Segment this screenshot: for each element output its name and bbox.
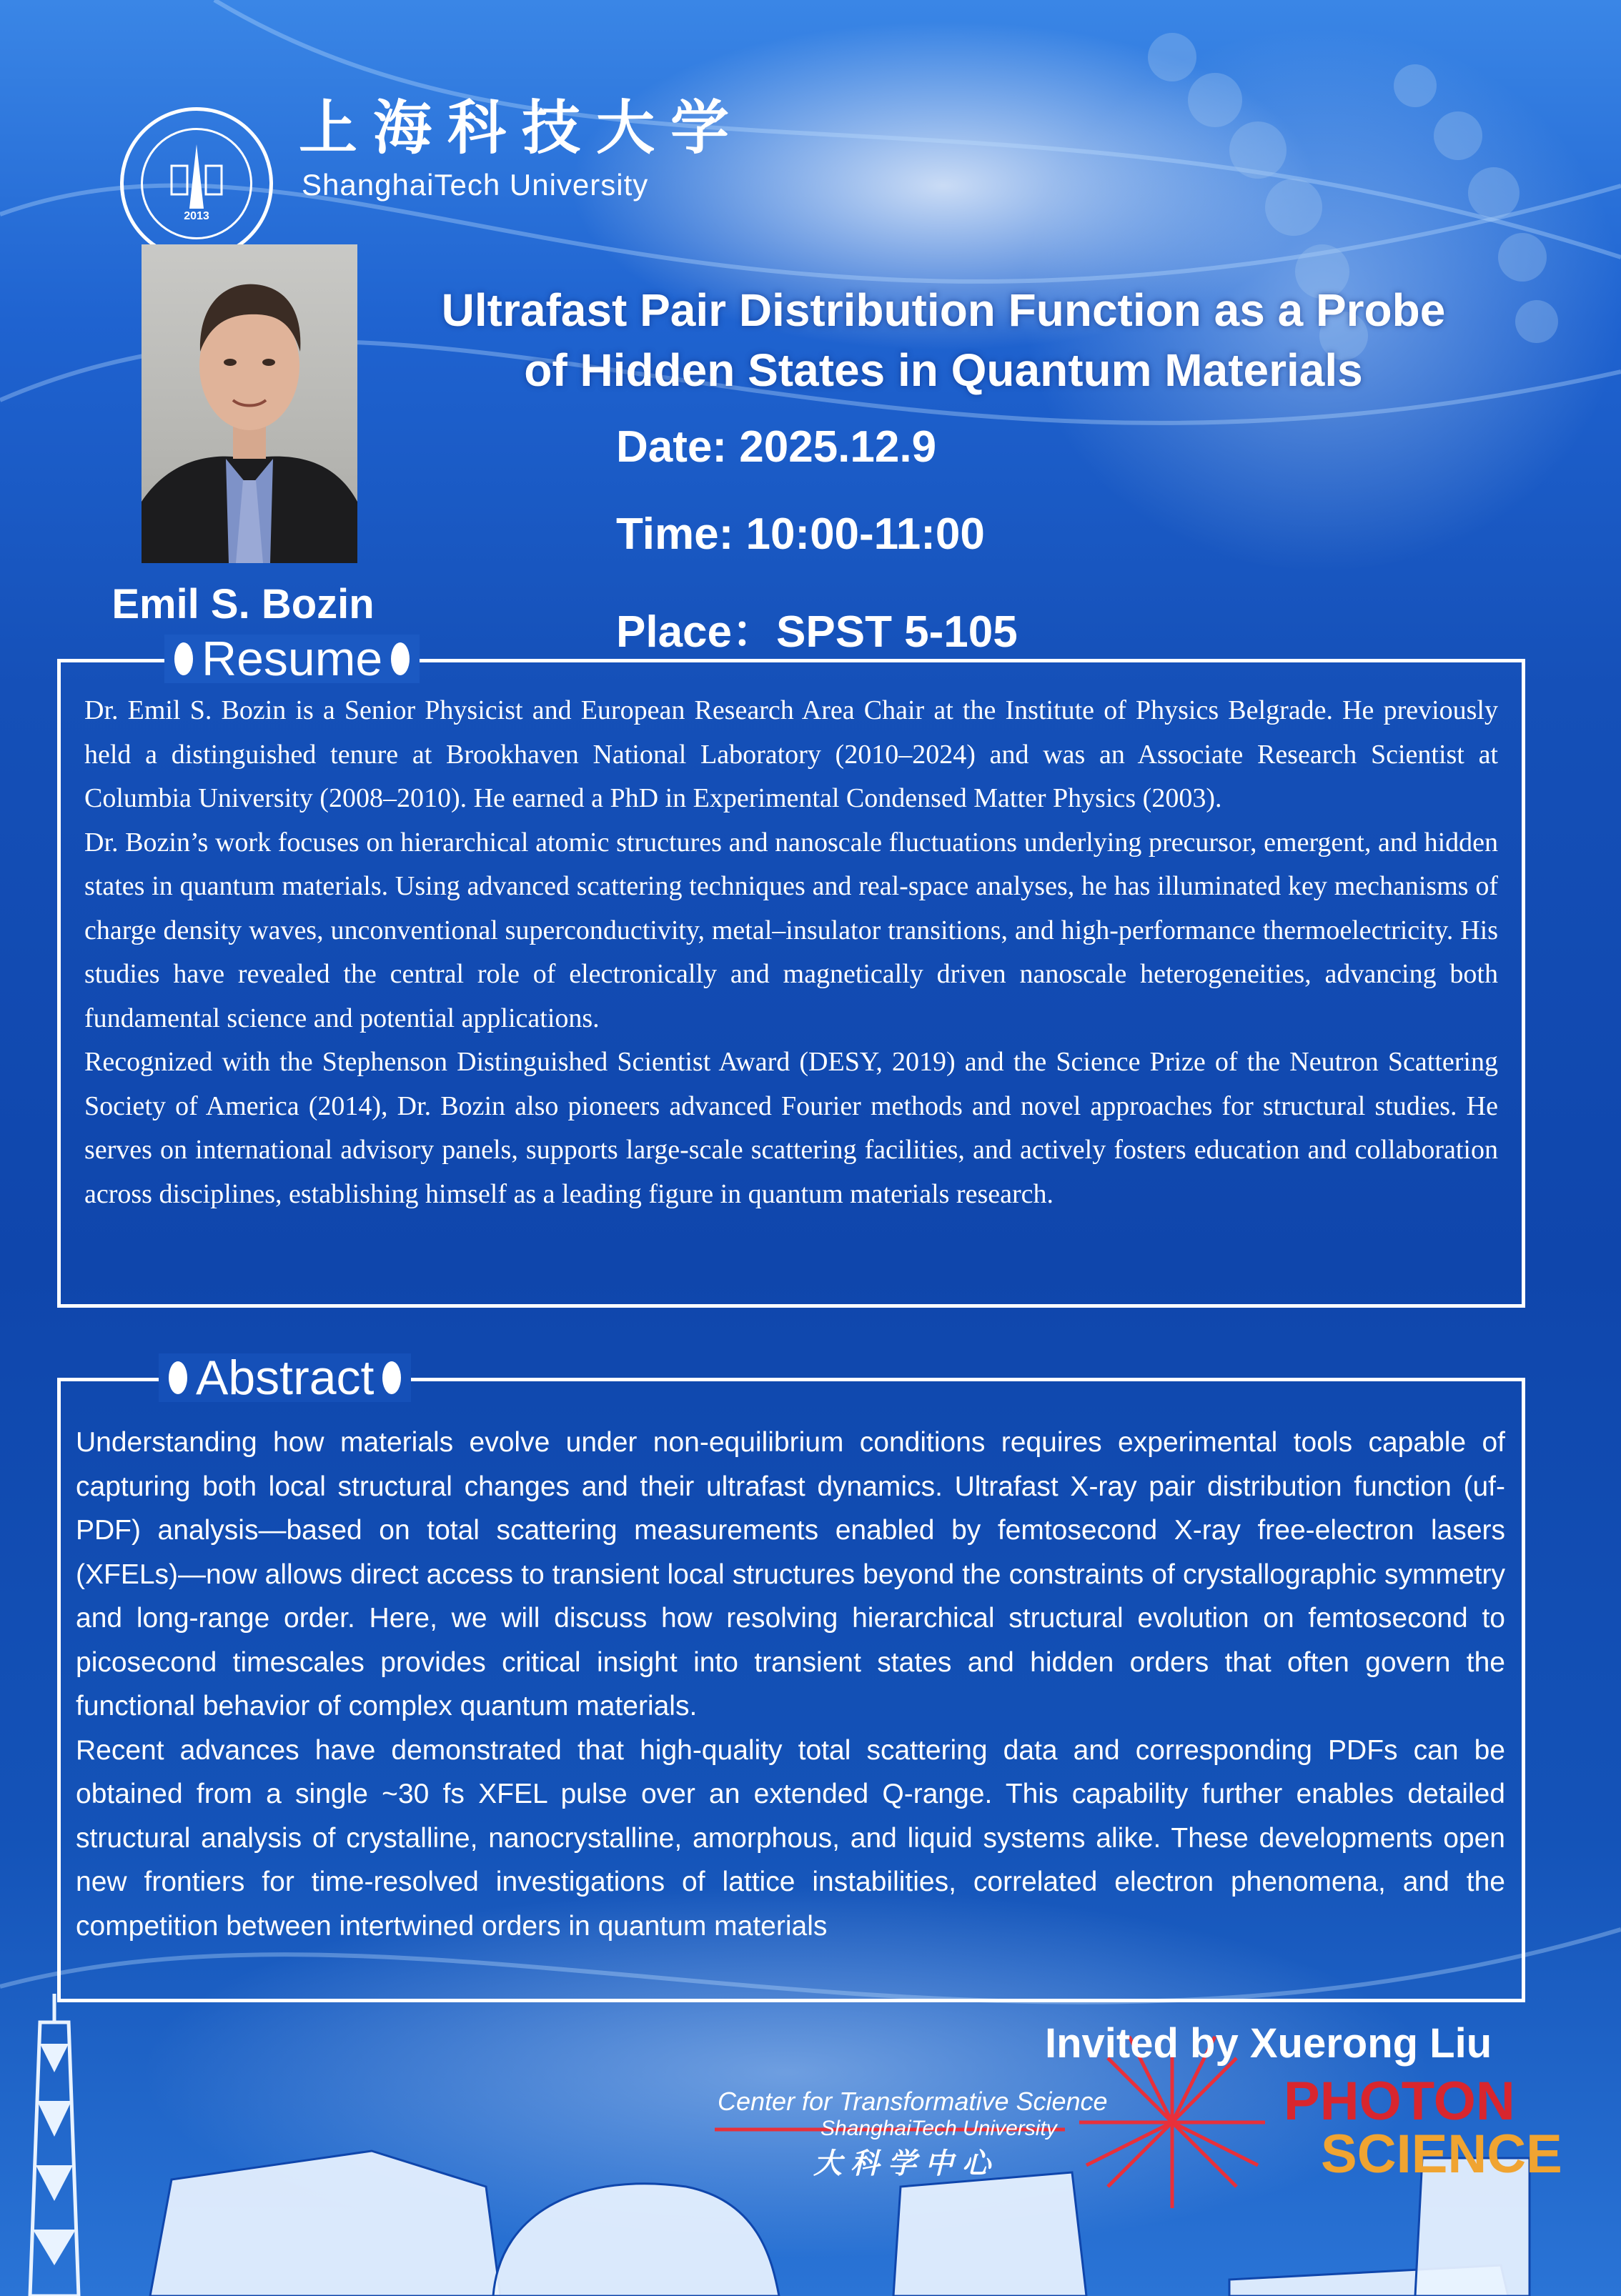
seal-year: 2013 (184, 210, 209, 222)
talk-time: Time: 10:00-11:00 (616, 510, 985, 559)
resume-paragraph: Recognized with the Stephenson Distinguished Scientist Award (DESY, 2019) and the Science Prize of the Neutron Scattering Society of America (2014), Dr. Bozin also pioneers advanced Fourier methods and novel approaches for structural studies. He serves on international advisory panels, supports large-scale scattering facilities, and actively fosters education and collaboration across disciplines, establishing himself as a leading figure in quantum materials research. (84, 1047, 1498, 1209)
photon-science-logo (1284, 2071, 1562, 2185)
heading-dot-right-icon (391, 642, 410, 675)
resume-text (84, 689, 1498, 1216)
talk-title-line1: Ultrafast Pair Distribution Function as a Probe (441, 284, 1446, 336)
heading-dot-right-icon (382, 1361, 401, 1394)
heading-dot-left-icon (174, 642, 193, 675)
talk-date: Date: 2025.12.9 (616, 422, 937, 472)
photon-word: PHOTON (1284, 2071, 1515, 2132)
heading-dot-left-icon (169, 1361, 187, 1394)
abstract-heading (159, 1351, 411, 1405)
cts-name-english: Center for Transformative Science (718, 2087, 1108, 2116)
speaker-photo (142, 244, 357, 563)
invited-by: Invited by Xuerong Liu (1045, 2020, 1492, 2067)
cts-name-chinese: 大科学中心 (813, 2148, 999, 2180)
center-for-transformative-science-logo (718, 2087, 1108, 2182)
university-name-english: ShanghaiTech University (302, 168, 649, 202)
abstract-paragraph: Understanding how materials evolve under non-equilibrium conditions requires experimental tools capable of capturing both local structural changes and their ultrafast dynamics. Ultrafast X-ray pair distribution function (uf-PDF) analysis—based on total scattering measurements enabled by femtosecond X-ray free-electron lasers (XFELs)—now allows direct access to transient local structures beyond the constraints of crystallographic symmetry and long-range order. Here, we will discuss how resolving hierarchical structural evolution on femtosecond to picosecond timescales provides critical insight into transient states and hidden orders that often govern the functional behavior of complex quantum materials. (76, 1427, 1505, 1721)
university-seal-logo (120, 107, 273, 260)
talk-title-line2: of Hidden States in Quantum Materials (524, 344, 1363, 396)
resume-heading-label: Resume (202, 632, 383, 686)
university-name-chinese: 上海科技大学 (299, 94, 745, 162)
speaker-portrait-image (142, 244, 357, 563)
resume-paragraph: Dr. Emil S. Bozin is a Senior Physicist and European Research Area Chair at the Institute of Physics Belgrade. He previously held a distinguished tenure at Brookhaven National Laboratory (2010–2024) and was an Associate Research Scientist at Columbia University (2008–2010). He earned a PhD in Experimental Condensed Matter Physics (2003). (84, 695, 1498, 813)
seal-inner-ring (141, 128, 252, 239)
abstract-text (76, 1421, 1505, 1948)
speaker-name: Emil S. Bozin (111, 581, 375, 627)
talk-title (350, 280, 1537, 400)
resume-paragraph: Dr. Bozin’s work focuses on hierarchical atomic structures and nanoscale fluctuations underlying precursor, emergent, and hidden states in quantum materials. Using advanced scattering techniques and real-space analyses, he has illuminated key mechanisms of charge density waves, unconventional superconductivity, metal–insulator transitions, and high-performance thermoelectricity. His studies have revealed the central role of electronically and magnetically driven nanoscale heterogeneities, advancing both fundamental science and potential applications. (84, 827, 1498, 1033)
resume-heading (164, 632, 420, 686)
talk-place: Place：SPST 5-105 (616, 607, 1018, 657)
cts-university: ShanghaiTech University (821, 2117, 1057, 2140)
abstract-paragraph: Recent advances have demonstrated that high-quality total scattering data and corresponding PDFs can be obtained from a single ~30 fs XFEL pulse over an extended Q-range. This capability further enables detailed structural analysis of crystalline, nanocrystalline, amorphous, and liquid systems alike. These developments open new frontiers for time-resolved investigations of lattice instabilities, correlated electron phenomena, and the competition between intertwined orders in quantum materials (76, 1734, 1505, 1942)
abstract-heading-label: Abstract (196, 1351, 375, 1405)
science-word: SCIENCE (1321, 2124, 1562, 2185)
